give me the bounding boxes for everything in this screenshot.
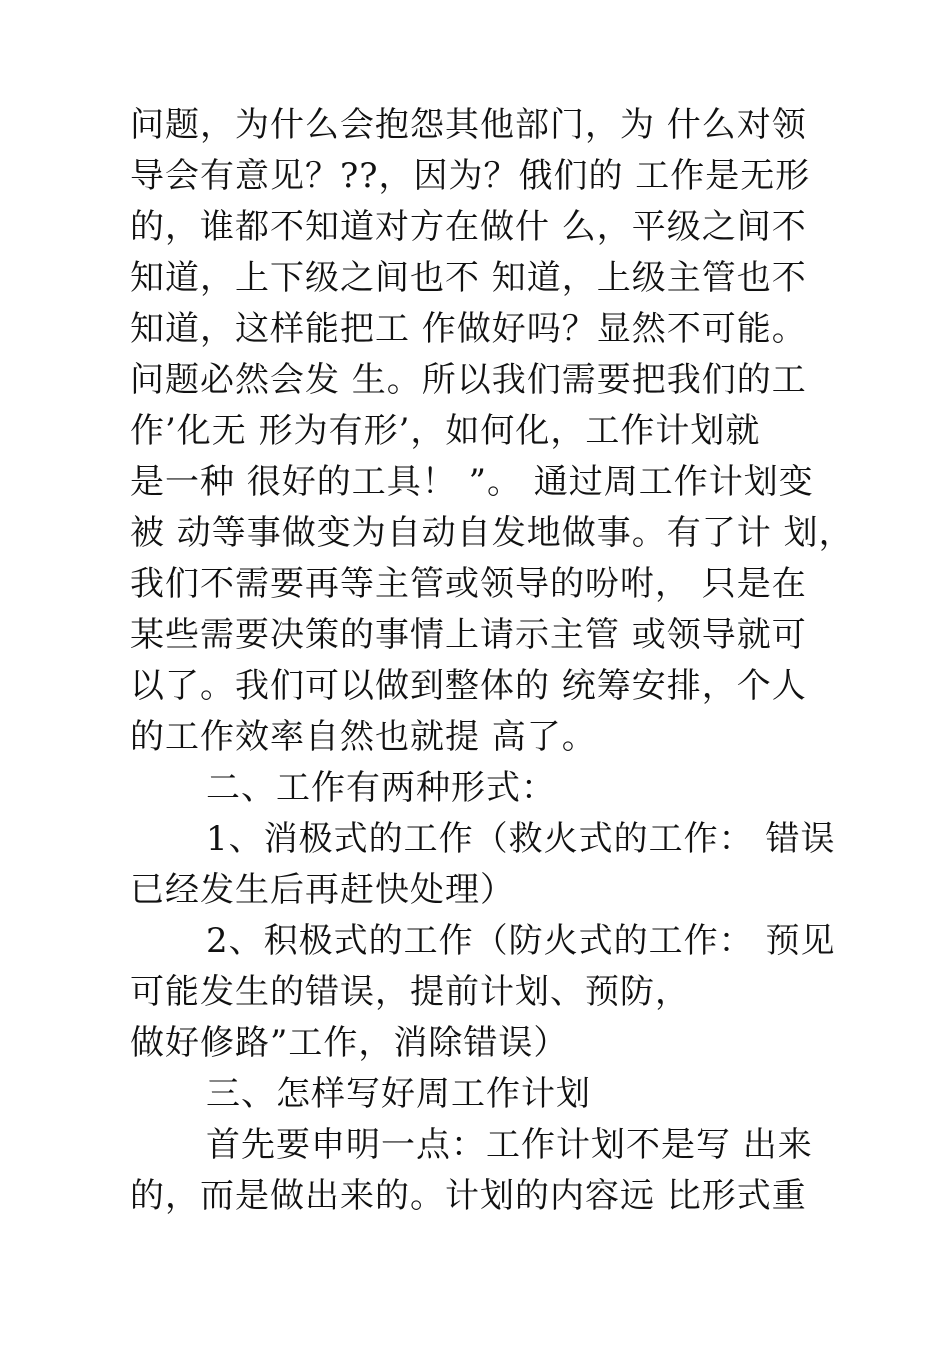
text-line: 问题，为什么会抱怨其他部门，为 什么对领	[130, 105, 807, 145]
body-text	[130, 100, 854, 1222]
section-heading: 二、工作有两种形式：	[206, 768, 556, 808]
text-line: 的工作效率自然也就提 高了。	[130, 717, 597, 757]
text-line: 的，谁都不知道对方在做什 么，平级之间不	[130, 207, 807, 247]
paragraph-start: 首先要申明一点：工作计划不是写 出来	[206, 1125, 813, 1165]
list-item: 1、消极式的工作（救火式的工作： 错误	[206, 819, 836, 859]
text-line: 是一种 很好的工具！ ”。 通过周工作计划变	[130, 462, 814, 502]
text-line: 被 动等事做变为自动自发地做事。有了计 划，	[130, 513, 854, 553]
text-line: 问题必然会发 生。所以我们需要把我们的工	[130, 360, 807, 400]
text-line: 以了。我们可以做到整体的 统筹安排，个人	[130, 666, 807, 706]
text-line: 作’化无 形为有形’，如何化，工作计划就	[130, 411, 761, 451]
text-line: 做好修路”工作，消除错误）	[130, 1023, 569, 1063]
text-line: 我们不需要再等主管或领导的吩咐， 只是在	[130, 564, 807, 604]
text-line: 可能发生的错误，提前计划、预防，	[130, 972, 690, 1012]
section-heading: 三、怎样写好周工作计划	[206, 1074, 591, 1114]
text-line: 的，而是做出来的。计划的内容远 比形式重	[130, 1176, 807, 1216]
text-line: 某些需要决策的事情上请示主管 或领导就可	[130, 615, 807, 655]
text-line: 知道，这样能把工 作做好吗？显然不可能。	[130, 309, 807, 349]
text-line: 导会有意见？??，因为？俄们的 工作是无形	[130, 156, 811, 196]
list-item: 2、积极式的工作（防火式的工作： 预见	[206, 921, 836, 961]
text-line: 已经发生后再赶快处理）	[130, 870, 515, 910]
text-line: 知道，上下级之间也不 知道，上级主管也不	[130, 258, 807, 298]
